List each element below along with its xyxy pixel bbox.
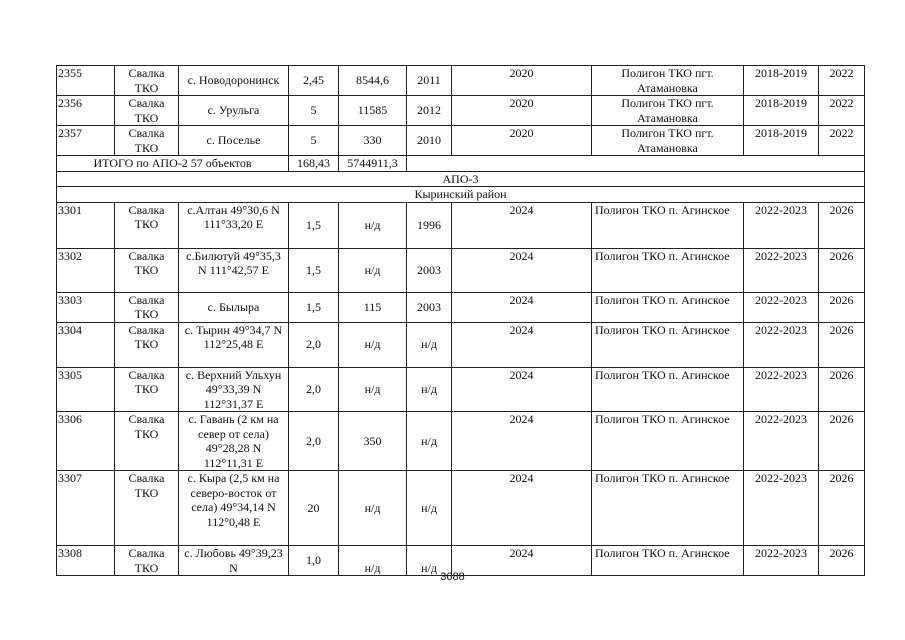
object-location: с. Новодоронинск — [179, 66, 289, 96]
table-row — [57, 66, 865, 96]
object-volume: 330 — [339, 126, 407, 156]
object-volume: 8544,6 — [339, 66, 407, 96]
year-close: 2020 — [452, 126, 592, 156]
year-close: 2024 — [452, 546, 592, 576]
object-type: Свалка ТКО — [115, 66, 179, 96]
object-area: 5 — [289, 96, 339, 126]
object-area: 1,5 — [289, 248, 339, 292]
year-close: 2024 — [452, 412, 592, 471]
year-start: н/д — [407, 471, 452, 546]
total-label: ИТОГО по АПО-2 57 объектов — [57, 156, 289, 172]
page-number: 3688 — [440, 571, 465, 583]
year-start: н/д — [407, 322, 452, 367]
year-start: 2003 — [407, 248, 452, 292]
row-id: 3306 — [57, 412, 115, 471]
object-location: с. Урульга — [179, 96, 289, 126]
object-volume: н/д — [339, 322, 407, 367]
works-period: 2022-2023 — [744, 322, 819, 367]
target-landfill: Полигон ТКО п. Агинское — [592, 292, 744, 322]
object-area: 1,5 — [289, 202, 339, 248]
works-period: 2022-2023 — [744, 546, 819, 576]
row-id: 3302 — [57, 248, 115, 292]
year-end: 2026 — [819, 367, 865, 412]
object-area: 1,5 — [289, 292, 339, 322]
row-id: 2356 — [57, 96, 115, 126]
year-end: 2026 — [819, 292, 865, 322]
object-volume: н/д — [339, 471, 407, 546]
row-id: 3304 — [57, 322, 115, 367]
object-type: Свалка ТКО — [115, 367, 179, 412]
table-row — [57, 202, 865, 248]
object-location: с. Тырин 49°34,7 N 112°25,48 E — [179, 322, 289, 367]
object-volume: 350 — [339, 412, 407, 471]
object-volume: 11585 — [339, 96, 407, 126]
object-location: с. Верхний Ульхун 49°33,39 N 112°31,37 E — [179, 367, 289, 412]
target-landfill: Полигон ТКО пгт. Атамановка — [592, 96, 744, 126]
object-volume: н/д — [339, 202, 407, 248]
year-close: 2024 — [452, 471, 592, 546]
works-period: 2022-2023 — [744, 248, 819, 292]
year-start: 2003 — [407, 292, 452, 322]
works-period: 2022-2023 — [744, 292, 819, 322]
object-type: Свалка ТКО — [115, 322, 179, 367]
table-row — [57, 126, 865, 156]
object-area: 1,0 — [289, 546, 339, 576]
table-row — [57, 471, 865, 546]
year-close: 2024 — [452, 248, 592, 292]
district-row — [57, 187, 865, 203]
object-type: Свалка ТКО — [115, 412, 179, 471]
table-row — [57, 412, 865, 471]
object-area: 2,0 — [289, 412, 339, 471]
object-type: Свалка ТКО — [115, 471, 179, 546]
object-area: 2,45 — [289, 66, 339, 96]
object-location: с. Гавань (2 км на север от села) 49°28,28 N 112°11,31 E — [179, 412, 289, 471]
target-landfill: Полигон ТКО пгт. Атамановка — [592, 126, 744, 156]
year-close: 2024 — [452, 202, 592, 248]
object-type: Свалка ТКО — [115, 292, 179, 322]
year-end: 2026 — [819, 248, 865, 292]
total-empty — [407, 156, 865, 172]
year-close: 2020 — [452, 96, 592, 126]
works-period: 2018-2019 — [744, 66, 819, 96]
row-id: 3308 — [57, 546, 115, 576]
year-close: 2024 — [452, 322, 592, 367]
year-start: н/д — [407, 367, 452, 412]
total-row — [57, 156, 865, 172]
works-period: 2022-2023 — [744, 202, 819, 248]
table-row — [57, 322, 865, 367]
object-volume: н/д — [339, 367, 407, 412]
table-row — [57, 96, 865, 126]
year-end: 2022 — [819, 66, 865, 96]
table-row — [57, 292, 865, 322]
target-landfill: Полигон ТКО п. Агинское — [592, 248, 744, 292]
works-period: 2022-2023 — [744, 367, 819, 412]
object-location: с.Билютуй 49°35,3 N 111°42,57 E — [179, 248, 289, 292]
year-start: н/д — [407, 412, 452, 471]
total-area: 168,43 — [289, 156, 339, 172]
object-location: с. Кыра (2,5 км на северо-восток от села) 49°34,14 N 112°0,48 E — [179, 471, 289, 546]
row-id: 3301 — [57, 202, 115, 248]
year-end: 2026 — [819, 202, 865, 248]
object-volume: н/д — [339, 546, 407, 576]
object-location: с.Алтан 49°30,6 N 111°33,20 E — [179, 202, 289, 248]
object-type: Свалка ТКО — [115, 96, 179, 126]
works-period: 2022-2023 — [744, 471, 819, 546]
object-type: Свалка ТКО — [115, 546, 179, 576]
object-type: Свалка ТКО — [115, 248, 179, 292]
table-row — [57, 248, 865, 292]
section-row — [57, 171, 865, 187]
year-start: 2011 — [407, 66, 452, 96]
year-start: 2010 — [407, 126, 452, 156]
landfill-table — [56, 65, 865, 576]
object-area: 20 — [289, 471, 339, 546]
object-volume: 115 — [339, 292, 407, 322]
target-landfill: Полигон ТКО п. Агинское — [592, 202, 744, 248]
target-landfill: Полигон ТКО пгт. Атамановка — [592, 66, 744, 96]
object-area: 2,0 — [289, 322, 339, 367]
year-end: 2026 — [819, 546, 865, 576]
year-close: 2020 — [452, 66, 592, 96]
total-volume: 5744911,3 — [339, 156, 407, 172]
object-area: 2,0 — [289, 367, 339, 412]
row-id: 3303 — [57, 292, 115, 322]
district-title: Кыринский район — [57, 187, 865, 203]
object-area: 5 — [289, 126, 339, 156]
year-end: 2026 — [819, 471, 865, 546]
target-landfill: Полигон ТКО п. Агинское — [592, 471, 744, 546]
row-id: 3307 — [57, 471, 115, 546]
works-period: 2018-2019 — [744, 126, 819, 156]
row-id: 3305 — [57, 367, 115, 412]
object-location: с. Любовь 49°39,23 N — [179, 546, 289, 576]
year-end: 2026 — [819, 322, 865, 367]
target-landfill: Полигон ТКО п. Агинское — [592, 546, 744, 576]
object-type: Свалка ТКО — [115, 202, 179, 248]
row-id: 2355 — [57, 66, 115, 96]
year-end: 2022 — [819, 96, 865, 126]
object-type: Свалка ТКО — [115, 126, 179, 156]
row-id: 2357 — [57, 126, 115, 156]
year-start: н/д — [407, 546, 452, 576]
works-period: 2022-2023 — [744, 412, 819, 471]
year-end: 2022 — [819, 126, 865, 156]
section-title: АПО-3 — [57, 171, 865, 187]
year-close: 2024 — [452, 367, 592, 412]
table-row — [57, 367, 865, 412]
target-landfill: Полигон ТКО п. Агинское — [592, 367, 744, 412]
year-end: 2026 — [819, 412, 865, 471]
target-landfill: Полигон ТКО п. Агинское — [592, 322, 744, 367]
object-location: с. Поселье — [179, 126, 289, 156]
target-landfill: Полигон ТКО п. Агинское — [592, 412, 744, 471]
year-start: 1996 — [407, 202, 452, 248]
object-location: с. Былыра — [179, 292, 289, 322]
year-close: 2024 — [452, 292, 592, 322]
year-start: 2012 — [407, 96, 452, 126]
object-volume: н/д — [339, 248, 407, 292]
works-period: 2018-2019 — [744, 96, 819, 126]
